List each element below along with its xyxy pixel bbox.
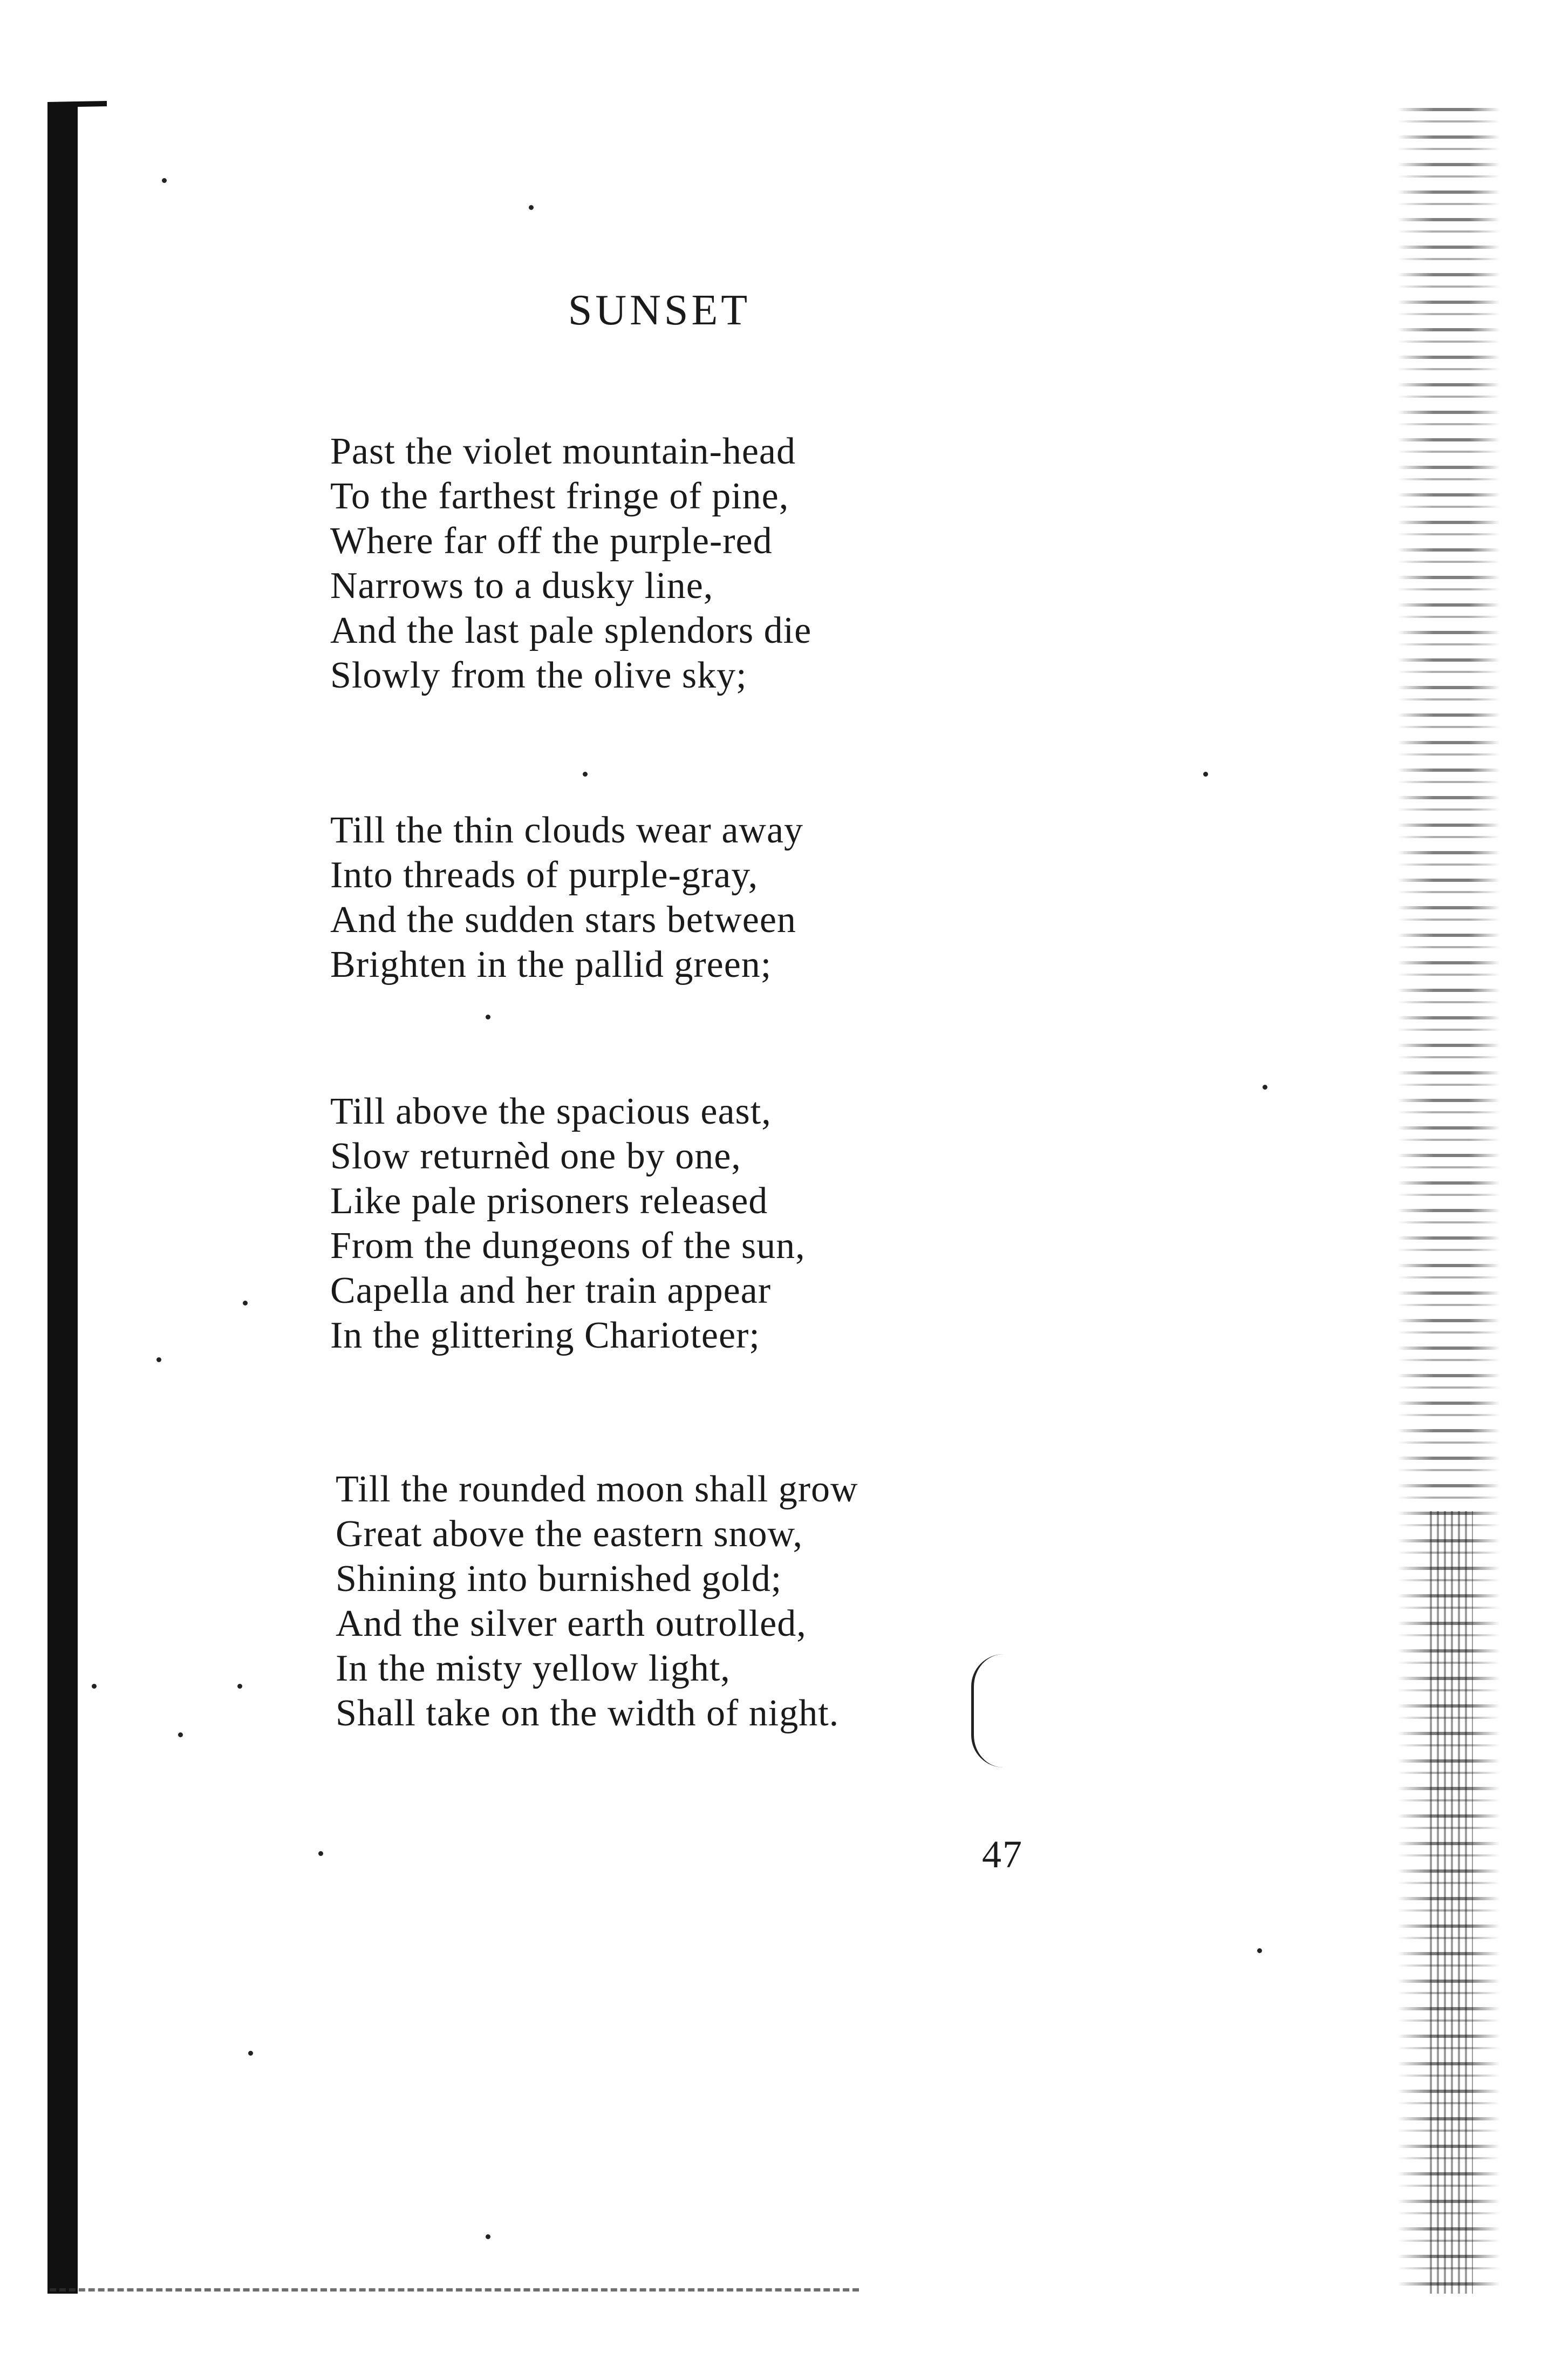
poem-line: Into threads of purple-gray,: [330, 854, 759, 896]
stanza-1: [330, 429, 811, 698]
scan-speck: [318, 1851, 323, 1856]
poem-line: To the farthest fringe of pine,: [330, 475, 789, 517]
binding-edge: [47, 103, 78, 2294]
scan-speck: [486, 1015, 490, 1019]
poem-line: Capella and her train appear: [330, 1270, 772, 1311]
poem-line: Past the violet mountain-head: [330, 431, 796, 472]
poem-line: And the silver earth outrolled,: [336, 1603, 807, 1644]
stanza-3: [330, 1089, 806, 1358]
poem-line: Slow returnèd one by one,: [330, 1135, 741, 1177]
poem-line: And the last pale splendors die: [330, 610, 812, 651]
poem-title: SUNSET: [568, 287, 751, 334]
page-bottom-edge: [50, 2288, 859, 2291]
scan-speck: [1257, 1948, 1262, 1953]
poem-line: Brighten in the pallid green;: [330, 944, 772, 985]
page-number: 47: [982, 1833, 1023, 1876]
scan-speck: [248, 2051, 253, 2056]
scan-speck: [1263, 1085, 1267, 1090]
poem-line: And the sudden stars between: [330, 899, 796, 941]
stanza-2: [330, 808, 803, 987]
scan-speck: [529, 205, 534, 210]
poem-line: Till the rounded moon shall grow: [336, 1468, 858, 1510]
poem-line: In the glittering Charioteer;: [330, 1315, 760, 1356]
scan-speck: [156, 1357, 161, 1362]
scan-speck: [1203, 772, 1208, 777]
binding-edge-tip: [47, 101, 107, 107]
scan-speck: [486, 2234, 490, 2239]
poem-line: Till above the spacious east,: [330, 1091, 772, 1132]
poem-line: Like pale prisoners released: [330, 1180, 768, 1222]
poem-line: Where far off the purple-red: [330, 520, 773, 562]
poem-line: Till the thin clouds wear away: [330, 810, 804, 851]
poem-line: Narrows to a dusky line,: [330, 565, 714, 607]
scan-speck: [583, 772, 588, 777]
poem-line: Shining into burnished gold;: [336, 1558, 782, 1600]
scan-speck: [243, 1301, 248, 1305]
scan-speck: [92, 1684, 97, 1689]
poem-line: Slowly from the olive sky;: [330, 655, 747, 696]
poem-line: From the dungeons of the sun,: [330, 1225, 806, 1267]
scan-speck: [162, 178, 167, 183]
poem-line: Shall take on the width of night.: [336, 1692, 840, 1734]
stanza-4: [336, 1467, 858, 1736]
poem-line: In the misty yellow light,: [336, 1648, 731, 1689]
poem-line: Great above the eastern snow,: [336, 1513, 803, 1555]
margin-bracket-mark: [971, 1654, 1006, 1767]
scanned-page-edge-strip: [1430, 1511, 1473, 2294]
scan-speck: [178, 1732, 183, 1737]
scan-speck: [237, 1684, 242, 1689]
